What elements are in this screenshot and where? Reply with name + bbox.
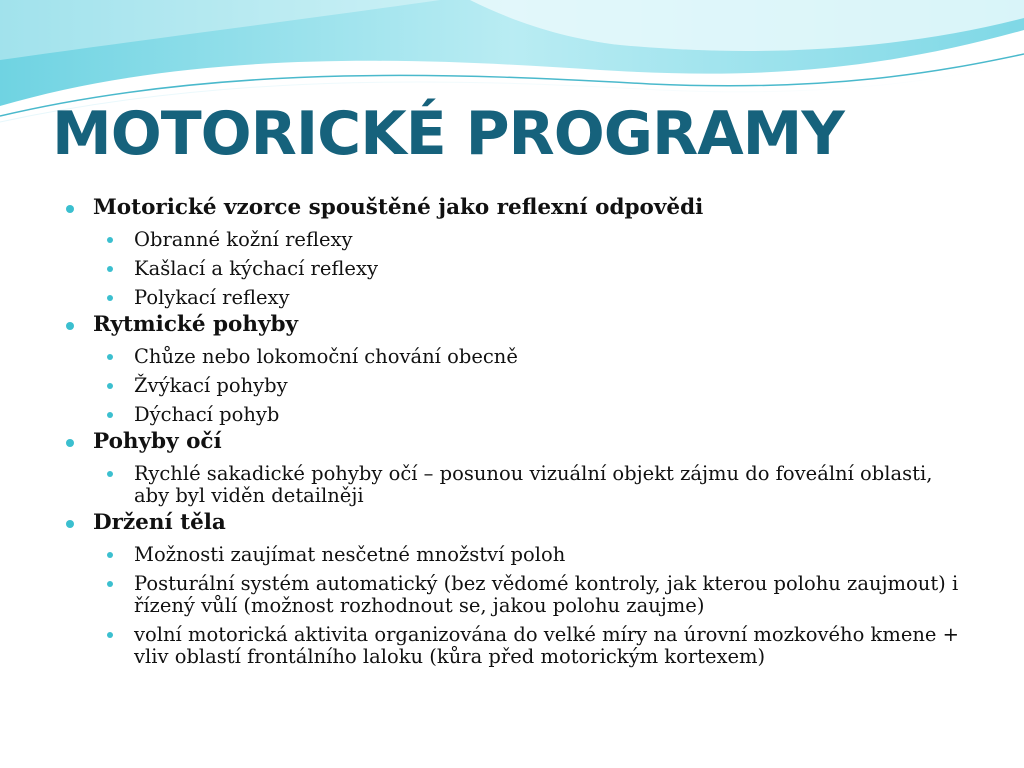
bullet-icon bbox=[66, 520, 74, 528]
list-item: Kašlací a kýchací reflexy bbox=[60, 258, 960, 280]
section-heading: Držení těla bbox=[60, 509, 960, 537]
list-item: Polykací reflexy bbox=[60, 287, 960, 309]
bullet-icon bbox=[66, 322, 74, 330]
list-item: Možnosti zaujímat nesčetné množství poloh bbox=[60, 544, 960, 566]
bullet-icon bbox=[107, 552, 113, 558]
bullet-icon bbox=[107, 266, 113, 272]
list-item: Chůze nebo lokomoční chování obecně bbox=[60, 346, 960, 368]
list-item: Posturální systém automatický (bez vědomé kontroly, jak kterou polohu zaujmout) i řízený vůlí (možnost rozhodnout se, jakou polohu zaujme) bbox=[60, 573, 960, 617]
section-heading: Pohyby očí bbox=[60, 428, 960, 456]
bullet-icon bbox=[66, 439, 74, 447]
bullet-icon bbox=[66, 205, 74, 213]
list-item: Obranné kožní reflexy bbox=[60, 229, 960, 251]
list-item: Rychlé sakadické pohyby očí – posunou vizuální objekt zájmu do foveální oblasti, aby byl viděn detailněji bbox=[60, 463, 960, 507]
bullet-list bbox=[60, 192, 960, 668]
bullet-icon bbox=[107, 581, 113, 587]
bullet-icon bbox=[107, 383, 113, 389]
section-heading: Motorické vzorce spouštěné jako reflexní odpovědi bbox=[60, 194, 960, 222]
list-item: volní motorická aktivita organizována do velké míry na úrovní mozkového kmene + vliv oblastí frontálního laloku (kůra před motorickým kortexem) bbox=[60, 624, 960, 668]
bullet-icon bbox=[107, 237, 113, 243]
list-item: Žvýkací pohyby bbox=[60, 375, 960, 397]
list-item: Dýchací pohyb bbox=[60, 404, 960, 426]
bullet-icon bbox=[107, 412, 113, 418]
slide-title: MOTORICKÉ PROGRAMY bbox=[52, 99, 844, 169]
bullet-icon bbox=[107, 354, 113, 360]
bullet-icon bbox=[107, 295, 113, 301]
section-heading: Rytmické pohyby bbox=[60, 311, 960, 339]
bullet-icon bbox=[107, 632, 113, 638]
bullet-icon bbox=[107, 471, 113, 477]
